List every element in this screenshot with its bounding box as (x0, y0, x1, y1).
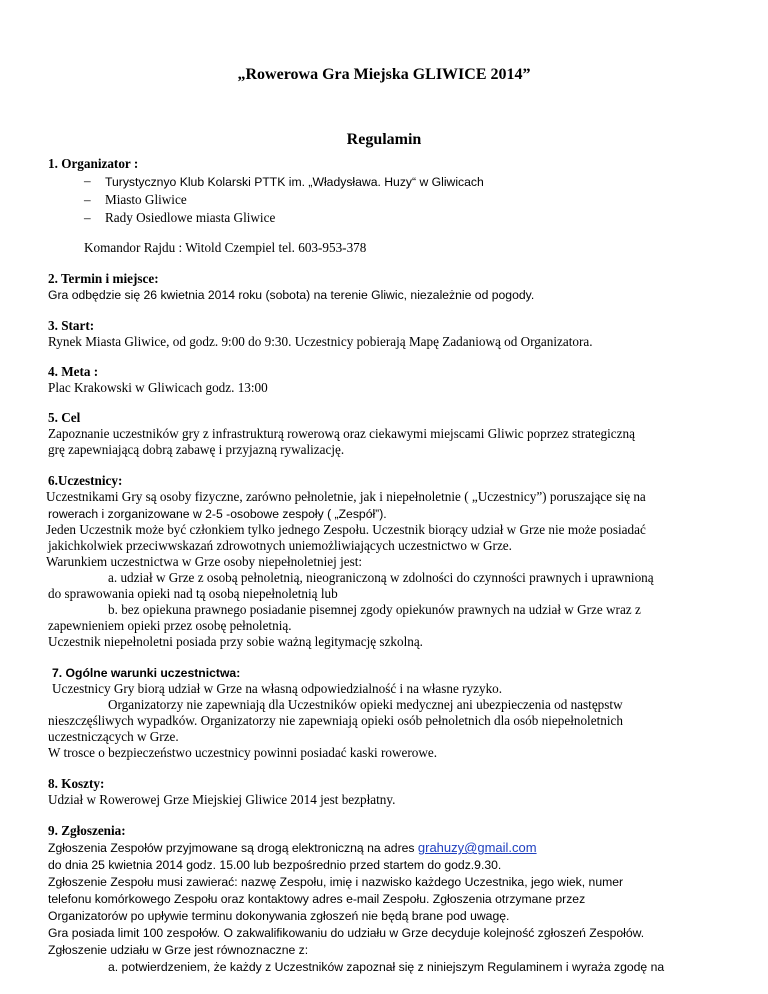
section-6-line: jakichkolwiek przeciwwskazań zdrowotnych uniemożliwiających uczestnictwo w Grze. (48, 538, 512, 553)
section-1-heading: 1. Organizator : (48, 156, 139, 171)
section-9-line (48, 840, 537, 856)
section-4-text: Plac Krakowski w Gliwicach godz. 13:00 (48, 380, 268, 395)
section-5-heading: 5. Cel (48, 410, 81, 425)
section-7-line: nieszczęśliwych wypadków. Organizatorzy nie zapewniają opieki osób pełnoletnich dla osób niepełnoletnich (48, 713, 623, 728)
section-2-heading: 2. Termin i miejsce: (48, 271, 159, 286)
section-6-heading: 6.Uczestnicy: (48, 473, 123, 488)
section-9-line: Zgłoszenie Zespołu musi zawierać: nazwę Zespołu, imię i nazwisko każdego Uczestnika, jego wiek, numer (48, 875, 624, 889)
organizer-item: Miasto Gliwice (105, 192, 187, 207)
section-6-line: Uczestnik niepełnoletni posiada przy sobie ważną legitymację szkolną. (48, 634, 423, 649)
organizer-item: Turystycznyo Klub Kolarski PTTK im. „Władysława. Huzy“ w Gliwicach (105, 175, 484, 189)
section-6-line: rowerach i zorganizowane w 2-5 -osobowe zespoły ( „Zespół”). (48, 507, 387, 521)
section-6-line: b. bez opiekuna prawnego posiadanie pisemnej zgody opiekunów prawnych na udział w Grze wraz z (108, 602, 641, 617)
section-8-heading: 8. Koszty: (48, 776, 105, 791)
document-title: „Rowerowa Gra Miejska GLIWICE 2014” (237, 66, 531, 83)
section-5-line: grę zapewniającą dobrą zabawę i przyjazną rywalizację. (48, 442, 345, 457)
section-4-heading: 4. Meta : (48, 364, 99, 379)
list-dash: – (84, 192, 91, 207)
section-6-line: Jeden Uczestnik może być członkiem tylko jednego Zespołu. Uczestnik biorący udział w Grze nie może posiadać (46, 522, 646, 537)
email-link[interactable]: grahuzy@gmail.com (417, 840, 537, 855)
section-9-heading: 9. Zgłoszenia: (48, 823, 126, 838)
organizer-item: Rady Osiedlowe miasta Gliwice (105, 210, 276, 225)
section-7-line: Organizatorzy nie zapewniają dla Uczestników opieki medycznej ani ubezpieczenia od następstw (108, 697, 623, 712)
section-9-line: Organizatorów po upływie terminu dokonywania zgłoszeń nie będą brane pod uwagę. (48, 909, 510, 923)
section-8-text: Udział w Rowerowej Grze Miejskiej Gliwice 2014 jest bezpłatny. (48, 792, 396, 807)
section-6-line: do sprawowania opieki nad tą osobą niepełnoletnią lub (48, 586, 338, 601)
section-2-text: Gra odbędzie się 26 kwietnia 2014 roku (sobota) na terenie Gliwic, niezależnie od pogody. (48, 288, 535, 302)
section-9-line-text: Zgłoszenia Zespołów przyjmowane są drogą elektroniczną na adres (48, 841, 418, 855)
section-7-line: W trosce o bezpieczeństwo uczestnicy powinni posiadać kaski rowerowe. (48, 745, 438, 760)
section-3-text: Rynek Miasta Gliwice, od godz. 9:00 do 9:30. Uczestnicy pobierają Mapę Zadaniową od Organizatora. (48, 334, 593, 349)
section-3-heading: 3. Start: (48, 318, 95, 333)
section-6-line: Warunkiem uczestnictwa w Grze osoby niepełnoletniej jest: (46, 554, 363, 569)
section-5-line: Zapoznanie uczestników gry z infrastrukturą rowerową oraz ciekawymi miejscami Gliwic poprzez strategiczną (48, 426, 635, 441)
section-7-heading: 7. Ogólne warunki uczestnictwa: (52, 666, 241, 680)
section-9-line: telefonu komórkowego Zespołu oraz kontaktowy adres e-mail Zespołu. Zgłoszenia otrzymane przez (48, 892, 586, 906)
section-9-line: do dnia 25 kwietnia 2014 godz. 15.00 lub bezpośrednio przed startem do godz.9.30. (48, 858, 502, 872)
section-7-line: Uczestnicy Gry biorą udział w Grze na własną odpowiedzialność i na własne ryzyko. (52, 681, 503, 696)
list-dash: – (84, 210, 91, 225)
section-9-line: a. potwierdzeniem, że każdy z Uczestników zapoznał się z niniejszym Regulaminem i wyraża zgodę na (108, 960, 665, 974)
section-9-line: Gra posiada limit 100 zespołów. O zakwalifikowaniu do udziału w Grze decyduje kolejność zgłoszeń Zespołów. (48, 926, 645, 940)
section-7-line: uczestniczących w Grze. (48, 729, 179, 744)
section-6-line: zapewnieniem opieki przez osobę pełnoletnią. (48, 618, 292, 633)
document-subtitle: Regulamin (346, 131, 422, 148)
komandor-line: Komandor Rajdu : Witold Czempiel tel. 603-953-378 (84, 240, 367, 255)
list-dash: – (84, 173, 91, 188)
section-9-line: Zgłoszenie udziału w Grze jest równoznaczne z: (48, 943, 309, 957)
section-6-line: Uczestnikami Gry są osoby fizyczne, zarówno pełnoletnie, jak i niepełnoletnie ( „Uczestnicy”) poruszające się na (46, 489, 646, 504)
section-6-line: a. udział w Grze z osobą pełnoletnią, nieograniczoną w zdolności do czynności prawnych i uprawnioną (108, 570, 654, 585)
